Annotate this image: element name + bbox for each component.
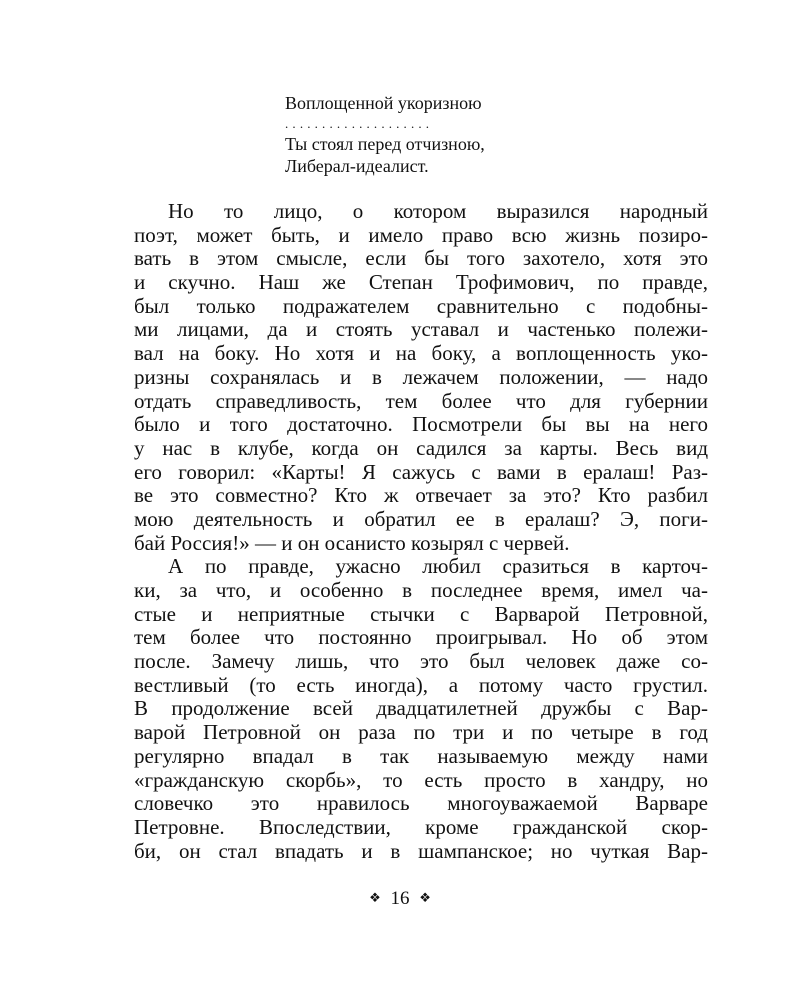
poem-ellipsis-line: .................... bbox=[285, 115, 434, 131]
text-line: варой Петровной он раза по три и по четыре в год bbox=[134, 721, 708, 745]
text-line: и скучно. Наш же Степан Трофимович, по правде, bbox=[134, 271, 708, 295]
text-line: отдать справедливость, тем более что для губернии bbox=[134, 389, 708, 413]
prose-body bbox=[134, 200, 708, 863]
ornament-right-icon: ❖ bbox=[419, 890, 431, 905]
text-line: ве это совместно? Кто ж отвечает за это? Кто разбил bbox=[134, 484, 708, 508]
poem-line: Ты стоял перед отчизною, bbox=[285, 133, 485, 154]
text-line: вестливый (то есть иногда), а потому часто грустил. bbox=[134, 673, 708, 697]
text-line: «гражданскую скорбь», то есть просто в хандру, но bbox=[134, 768, 708, 792]
paragraph-first-line: А по правде, ужасно любил сразиться в карточ- bbox=[168, 555, 708, 579]
text-line: вал на боку. Но хотя и на боку, а воплощенность уко- bbox=[134, 342, 708, 366]
page-number: 16 bbox=[390, 888, 410, 909]
text-line: би, он стал впадать и в шампанское; но чуткая Вар- bbox=[134, 839, 708, 863]
text-line: стые и неприятные стычки с Варварой Петровной, bbox=[134, 602, 708, 626]
text-line: поэт, может быть, и имело право всю жизнь позиро- bbox=[134, 223, 708, 247]
text-line: регулярно впадал в так называемую между нами bbox=[134, 744, 708, 768]
text-line: его говорил: «Карты! Я сажусь с вами в ералаш! Раз- bbox=[134, 460, 708, 484]
text-line: ризны сохранялась и в лежачем положении, — надо bbox=[134, 365, 708, 389]
page-footer bbox=[0, 886, 800, 911]
poem-line: Либерал-идеалист. bbox=[285, 156, 429, 176]
text-line: было и того достаточно. Посмотрели бы вы на него bbox=[134, 413, 708, 437]
text-line: тем более что постоянно проигрывал. Но об этом bbox=[134, 626, 708, 650]
text-line: был только подражателем сравнительно с подобны- bbox=[134, 294, 708, 318]
text-line: словечко это нравилось многоуважаемой Варваре bbox=[134, 792, 708, 816]
paragraph-last-line: бай Россия!» — и он осанисто козырял с червей. bbox=[134, 531, 570, 555]
paragraph-first-line: Но то лицо, о котором выразился народный bbox=[168, 200, 708, 223]
text-line: ми лицами, да и стоять уставал и частенько полежи- bbox=[134, 318, 708, 342]
text-line: В продолжение всей двадцатилетней дружбы с Вар- bbox=[134, 697, 708, 721]
text-line: мою деятельность и обратил ее в ералаш? Э, поги- bbox=[134, 507, 708, 531]
ornament-left-icon: ❖ bbox=[369, 890, 381, 905]
poem-epigraph bbox=[285, 92, 485, 178]
text-line: после. Замечу лишь, что это был человек даже со- bbox=[134, 650, 708, 674]
text-line: ки, за что, и особенно в последнее время, имел ча- bbox=[134, 579, 708, 602]
text-line: у нас в клубе, когда он садился за карты. Весь вид bbox=[134, 436, 708, 460]
text-line: Петровне. Впоследствии, кроме гражданской скор- bbox=[134, 815, 708, 839]
poem-line: Воплощенной укоризною bbox=[285, 93, 482, 113]
text-line: вать в этом смысле, если бы того захотело, хотя это bbox=[134, 247, 708, 271]
